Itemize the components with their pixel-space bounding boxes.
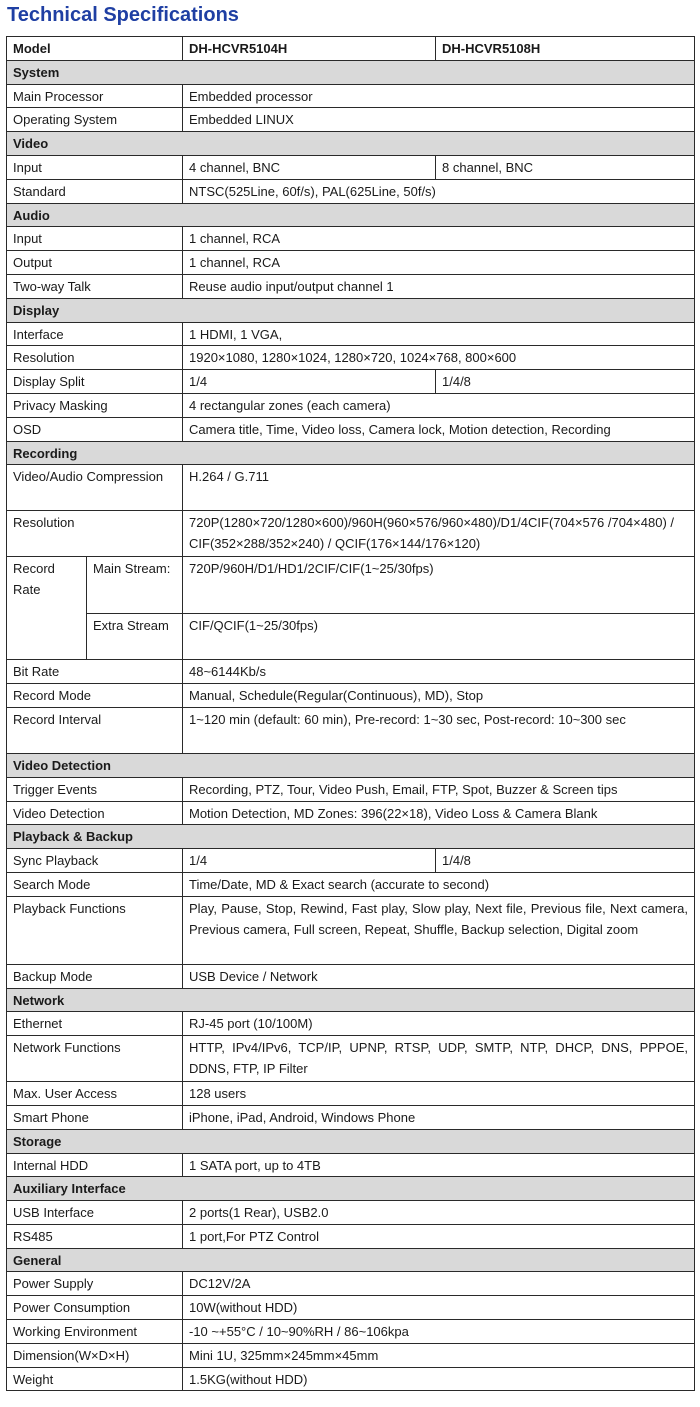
row-value: Mini 1U, 325mm×245mm×45mm xyxy=(183,1343,695,1367)
row-value: Reuse audio input/output channel 1 xyxy=(183,274,695,298)
table-row xyxy=(7,1320,695,1344)
section-row xyxy=(7,1177,695,1201)
table-row xyxy=(7,964,695,988)
row-value-model-1: 1/4 xyxy=(183,849,436,873)
table-row xyxy=(7,614,695,660)
row-value-model-2: 1/4/8 xyxy=(436,849,695,873)
row-label: Trigger Events xyxy=(7,777,183,801)
table-row xyxy=(7,1082,695,1106)
section-row xyxy=(7,753,695,777)
row-value: Embedded processor xyxy=(183,84,695,108)
row-value: DC12V/2A xyxy=(183,1272,695,1296)
header-model-1: DH-HCVR5104H xyxy=(183,37,436,61)
row-label: Playback Functions xyxy=(7,896,183,964)
row-label: Power Supply xyxy=(7,1272,183,1296)
section-display: Display xyxy=(7,298,695,322)
section-row xyxy=(7,825,695,849)
row-value: iPhone, iPad, Android, Windows Phone xyxy=(183,1105,695,1129)
row-value: RJ-45 port (10/100M) xyxy=(183,1012,695,1036)
row-value: 1 channel, RCA xyxy=(183,251,695,275)
table-row xyxy=(7,155,695,179)
table-row xyxy=(7,346,695,370)
table-row xyxy=(7,849,695,873)
row-label: Record Rate xyxy=(7,557,87,660)
document-title: Technical Specifications xyxy=(7,4,239,26)
row-value: HTTP, IPv4/IPv6, TCP/IP, UPNP, RTSP, UDP, SMTP, NTP, DHCP, DNS, PPPOE, DDNS, FTP, IP Filter xyxy=(183,1036,695,1082)
table-row xyxy=(7,179,695,203)
row-value: 48~6144Kb/s xyxy=(183,660,695,684)
row-label: Input xyxy=(7,227,183,251)
section-playback: Playback & Backup xyxy=(7,825,695,849)
row-label: Two-way Talk xyxy=(7,274,183,298)
row-label: Standard xyxy=(7,179,183,203)
row-value: Camera title, Time, Video loss, Camera lock, Motion detection, Recording xyxy=(183,417,695,441)
spec-table xyxy=(6,36,695,1391)
row-label: Video Detection xyxy=(7,801,183,825)
row-label: Backup Mode xyxy=(7,964,183,988)
row-label: Dimension(W×D×H) xyxy=(7,1343,183,1367)
table-row xyxy=(7,274,695,298)
section-row xyxy=(7,203,695,227)
row-label: Bit Rate xyxy=(7,660,183,684)
table-row xyxy=(7,1296,695,1320)
row-value: 1920×1080, 1280×1024, 1280×720, 1024×768, 800×600 xyxy=(183,346,695,370)
row-value: Embedded LINUX xyxy=(183,108,695,132)
row-value-model-2: 1/4/8 xyxy=(436,370,695,394)
table-row xyxy=(7,707,695,753)
row-value: Play, Pause, Stop, Rewind, Fast play, Slow play, Next file, Previous file, Next camera, Previous camera, Full screen, Repeat, Shuffle, Backup selection, Digital zoom xyxy=(183,896,695,964)
table-row xyxy=(7,1343,695,1367)
row-label: Ethernet xyxy=(7,1012,183,1036)
row-value-model-1: 4 channel, BNC xyxy=(183,155,436,179)
table-row xyxy=(7,557,695,614)
row-label: Weight xyxy=(7,1367,183,1391)
table-row xyxy=(7,684,695,708)
row-label: Record Mode xyxy=(7,684,183,708)
row-sublabel: Main Stream: xyxy=(87,557,183,614)
table-row xyxy=(7,1367,695,1391)
row-value: Manual, Schedule(Regular(Continuous), MD), Stop xyxy=(183,684,695,708)
row-value: 1 port,For PTZ Control xyxy=(183,1224,695,1248)
section-row xyxy=(7,298,695,322)
row-value: 720P/960H/D1/HD1/2CIF/CIF(1~25/30fps) xyxy=(183,557,695,614)
table-row xyxy=(7,511,695,557)
table-row xyxy=(7,417,695,441)
row-value: Motion Detection, MD Zones: 396(22×18), Video Loss & Camera Blank xyxy=(183,801,695,825)
row-value: 4 rectangular zones (each camera) xyxy=(183,393,695,417)
section-row xyxy=(7,1129,695,1153)
table-row xyxy=(7,251,695,275)
row-label: USB Interface xyxy=(7,1201,183,1225)
row-label: Display Split xyxy=(7,370,183,394)
header-model-label: Model xyxy=(7,37,183,61)
row-label: Video/Audio Compression xyxy=(7,465,183,511)
table-row xyxy=(7,660,695,684)
row-label: Power Consumption xyxy=(7,1296,183,1320)
row-value: -10 ~+55°C / 10~90%RH / 86~106kpa xyxy=(183,1320,695,1344)
row-label: Main Processor xyxy=(7,84,183,108)
table-row xyxy=(7,393,695,417)
section-row xyxy=(7,1248,695,1272)
table-row xyxy=(7,1272,695,1296)
row-label: Input xyxy=(7,155,183,179)
row-label: Sync Playback xyxy=(7,849,183,873)
row-label: Privacy Masking xyxy=(7,393,183,417)
row-label: Internal HDD xyxy=(7,1153,183,1177)
row-value: NTSC(525Line, 60f/s), PAL(625Line, 50f/s) xyxy=(183,179,695,203)
table-row xyxy=(7,872,695,896)
row-value: 128 users xyxy=(183,1082,695,1106)
row-label: Smart Phone xyxy=(7,1105,183,1129)
table-row xyxy=(7,108,695,132)
row-label: Resolution xyxy=(7,346,183,370)
section-row xyxy=(7,441,695,465)
table-row xyxy=(7,465,695,511)
table-row xyxy=(7,370,695,394)
row-label: Interface xyxy=(7,322,183,346)
row-label: Max. User Access xyxy=(7,1082,183,1106)
table-row xyxy=(7,1224,695,1248)
section-row xyxy=(7,60,695,84)
table-row xyxy=(7,227,695,251)
table-row xyxy=(7,1036,695,1082)
table-header-row xyxy=(7,37,695,61)
row-label: Operating System xyxy=(7,108,183,132)
row-label: Search Mode xyxy=(7,872,183,896)
table-row xyxy=(7,1105,695,1129)
row-label: Network Functions xyxy=(7,1036,183,1082)
table-row xyxy=(7,777,695,801)
row-label: OSD xyxy=(7,417,183,441)
row-value: 1 channel, RCA xyxy=(183,227,695,251)
table-row xyxy=(7,896,695,964)
table-row xyxy=(7,322,695,346)
row-label: Record Interval xyxy=(7,707,183,753)
table-row xyxy=(7,84,695,108)
row-value: 720P(1280×720/1280×600)/960H(960×576/960×480)/D1/4CIF(704×576 /704×480) / CIF(352×288/352×240) / QCIF(176×144/176×120) xyxy=(183,511,695,557)
section-storage: Storage xyxy=(7,1129,695,1153)
section-video-detection: Video Detection xyxy=(7,753,695,777)
section-recording: Recording xyxy=(7,441,695,465)
row-sublabel: Extra Stream xyxy=(87,614,183,660)
row-label: Working Environment xyxy=(7,1320,183,1344)
row-label: RS485 xyxy=(7,1224,183,1248)
row-value: 2 ports(1 Rear), USB2.0 xyxy=(183,1201,695,1225)
row-value-model-1: 1/4 xyxy=(183,370,436,394)
section-audio: Audio xyxy=(7,203,695,227)
row-value: CIF/QCIF(1~25/30fps) xyxy=(183,614,695,660)
row-label: Output xyxy=(7,251,183,275)
row-value: 1 HDMI, 1 VGA, xyxy=(183,322,695,346)
section-general: General xyxy=(7,1248,695,1272)
section-network: Network xyxy=(7,988,695,1012)
section-auxiliary: Auxiliary Interface xyxy=(7,1177,695,1201)
row-value: 1.5KG(without HDD) xyxy=(183,1367,695,1391)
row-value: Recording, PTZ, Tour, Video Push, Email, FTP, Spot, Buzzer & Screen tips xyxy=(183,777,695,801)
row-value: 1~120 min (default: 60 min), Pre-record: 1~30 sec, Post-record: 10~300 sec xyxy=(183,707,695,753)
section-video: Video xyxy=(7,132,695,156)
row-value: 1 SATA port, up to 4TB xyxy=(183,1153,695,1177)
row-label: Resolution xyxy=(7,511,183,557)
row-value: USB Device / Network xyxy=(183,964,695,988)
table-row xyxy=(7,801,695,825)
row-value: H.264 / G.711 xyxy=(183,465,695,511)
table-row xyxy=(7,1153,695,1177)
section-system: System xyxy=(7,60,695,84)
table-row xyxy=(7,1201,695,1225)
row-value-model-2: 8 channel, BNC xyxy=(436,155,695,179)
row-value: 10W(without HDD) xyxy=(183,1296,695,1320)
table-row xyxy=(7,1012,695,1036)
row-value: Time/Date, MD & Exact search (accurate to second) xyxy=(183,872,695,896)
header-model-2: DH-HCVR5108H xyxy=(436,37,695,61)
section-row xyxy=(7,132,695,156)
section-row xyxy=(7,988,695,1012)
